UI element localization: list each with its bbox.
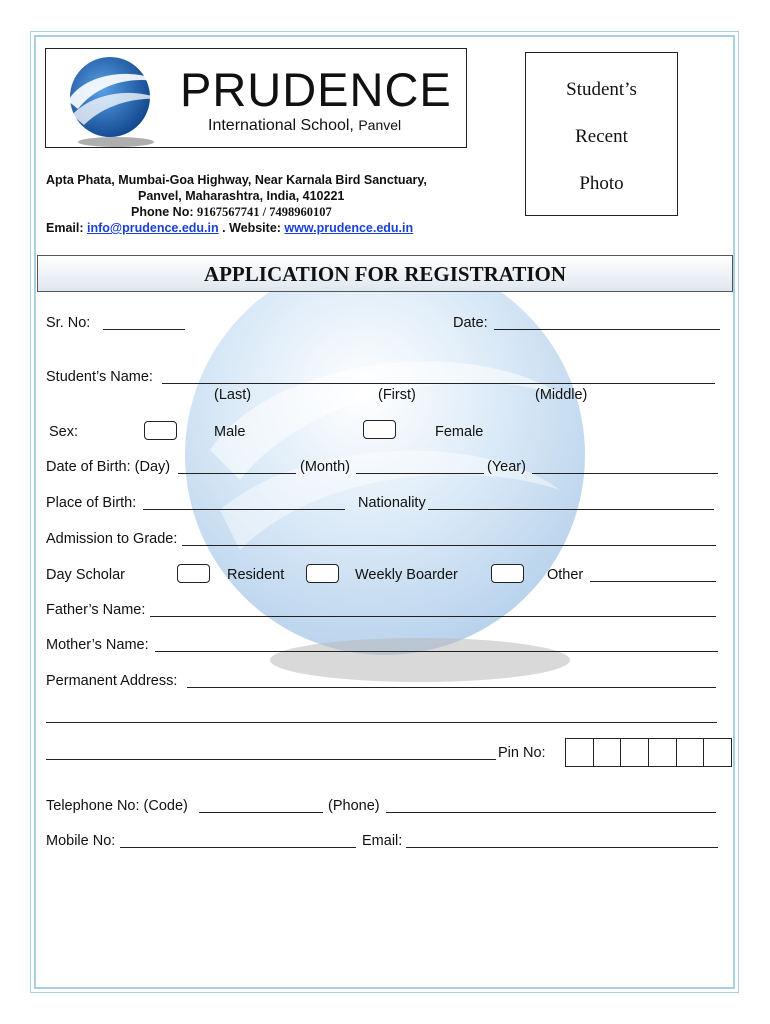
sr-no-label: Sr. No: xyxy=(46,315,91,331)
other-field[interactable] xyxy=(590,581,716,582)
day-scholar-checkbox[interactable] xyxy=(177,564,210,583)
student-name-field[interactable] xyxy=(162,383,715,384)
pin-digit-box[interactable] xyxy=(594,739,622,766)
phone-line: Phone No: 9167567741 / 7498960107 xyxy=(131,205,332,219)
photo-label-1: Student’s xyxy=(566,79,637,100)
female-checkbox[interactable] xyxy=(363,420,396,439)
admission-grade-field[interactable] xyxy=(182,545,716,546)
pin-input-boxes[interactable] xyxy=(565,738,732,767)
day-scholar-label: Day Scholar xyxy=(46,567,125,583)
mother-name-field[interactable] xyxy=(155,651,718,652)
school-subtitle: International School, Panvel xyxy=(208,117,402,134)
resident-checkbox[interactable] xyxy=(306,564,339,583)
address-line-1: Apta Phata, Mumbai-Goa Highway, Near Karnala Bird Sanctuary, xyxy=(46,173,427,187)
place-of-birth-label: Place of Birth: xyxy=(46,495,137,511)
sr-no-field[interactable] xyxy=(103,329,185,330)
dob-day-label: Date of Birth: (Day) xyxy=(46,459,171,475)
date-field[interactable] xyxy=(494,329,720,330)
photo-box xyxy=(525,52,678,216)
first-name-hint: (First) xyxy=(378,387,416,403)
male-label: Male xyxy=(214,424,246,440)
place-of-birth-field[interactable] xyxy=(143,509,345,510)
form-title-bar xyxy=(37,255,733,292)
dob-year-label: (Year) xyxy=(487,459,526,475)
father-name-field[interactable] xyxy=(150,616,716,617)
pin-digit-box[interactable] xyxy=(621,739,649,766)
admission-grade-label: Admission to Grade: xyxy=(46,531,178,547)
address-label: Permanent Address: xyxy=(46,673,178,689)
pin-digit-box[interactable] xyxy=(704,739,731,766)
globe-logo-icon xyxy=(60,53,172,149)
male-checkbox[interactable] xyxy=(144,421,177,440)
telephone-phone-field[interactable] xyxy=(386,812,716,813)
photo-label-3: Photo xyxy=(579,173,624,194)
student-name-label: Student’s Name: xyxy=(46,369,153,385)
address-line-2: Panvel, Maharashtra, India, 410221 xyxy=(138,189,345,203)
pin-digit-box[interactable] xyxy=(677,739,705,766)
mother-name-label: Mother’s Name: xyxy=(46,637,149,653)
mobile-field[interactable] xyxy=(120,847,356,848)
pin-label: Pin No: xyxy=(498,745,546,761)
middle-name-hint: (Middle) xyxy=(535,387,588,403)
dob-day-field[interactable] xyxy=(178,473,296,474)
weekly-boarder-checkbox[interactable] xyxy=(491,564,524,583)
dob-year-field[interactable] xyxy=(532,473,718,474)
telephone-phone-label: (Phone) xyxy=(328,798,380,814)
nationality-label: Nationality xyxy=(358,495,426,511)
email-label: Email: xyxy=(362,833,403,849)
telephone-code-field[interactable] xyxy=(199,812,323,813)
dob-month-field[interactable] xyxy=(356,473,484,474)
dob-month-label: (Month) xyxy=(300,459,350,475)
telephone-code-label: Telephone No: (Code) xyxy=(46,798,188,814)
pin-digit-box[interactable] xyxy=(649,739,677,766)
date-label: Date: xyxy=(453,315,488,331)
email-link[interactable]: info@prudence.edu.in xyxy=(87,221,219,235)
photo-label-2: Recent xyxy=(575,126,628,147)
weekly-boarder-label: Weekly Boarder xyxy=(355,567,458,583)
school-name: PRUDENCE xyxy=(180,63,452,116)
address-field-3[interactable] xyxy=(46,759,496,760)
resident-label: Resident xyxy=(227,567,285,583)
contact-line: Email: info@prudence.edu.in . Website: www.prudence.edu.in xyxy=(46,221,414,235)
pin-digit-box[interactable] xyxy=(566,739,594,766)
address-field-1[interactable] xyxy=(187,687,716,688)
website-link[interactable]: www.prudence.edu.in xyxy=(284,221,414,235)
father-name-label: Father’s Name: xyxy=(46,602,146,618)
form-title: APPLICATION FOR REGISTRATION xyxy=(203,262,567,286)
mobile-label: Mobile No: xyxy=(46,833,116,849)
sex-label: Sex: xyxy=(49,424,79,440)
watermark-globe xyxy=(150,250,620,710)
address-field-2[interactable] xyxy=(46,722,717,723)
last-name-hint: (Last) xyxy=(214,387,252,403)
email-field[interactable] xyxy=(406,847,718,848)
other-label: Other xyxy=(547,567,584,583)
nationality-field[interactable] xyxy=(428,509,714,510)
school-subtitle-location: Panvel xyxy=(358,117,402,133)
female-label: Female xyxy=(435,424,484,440)
